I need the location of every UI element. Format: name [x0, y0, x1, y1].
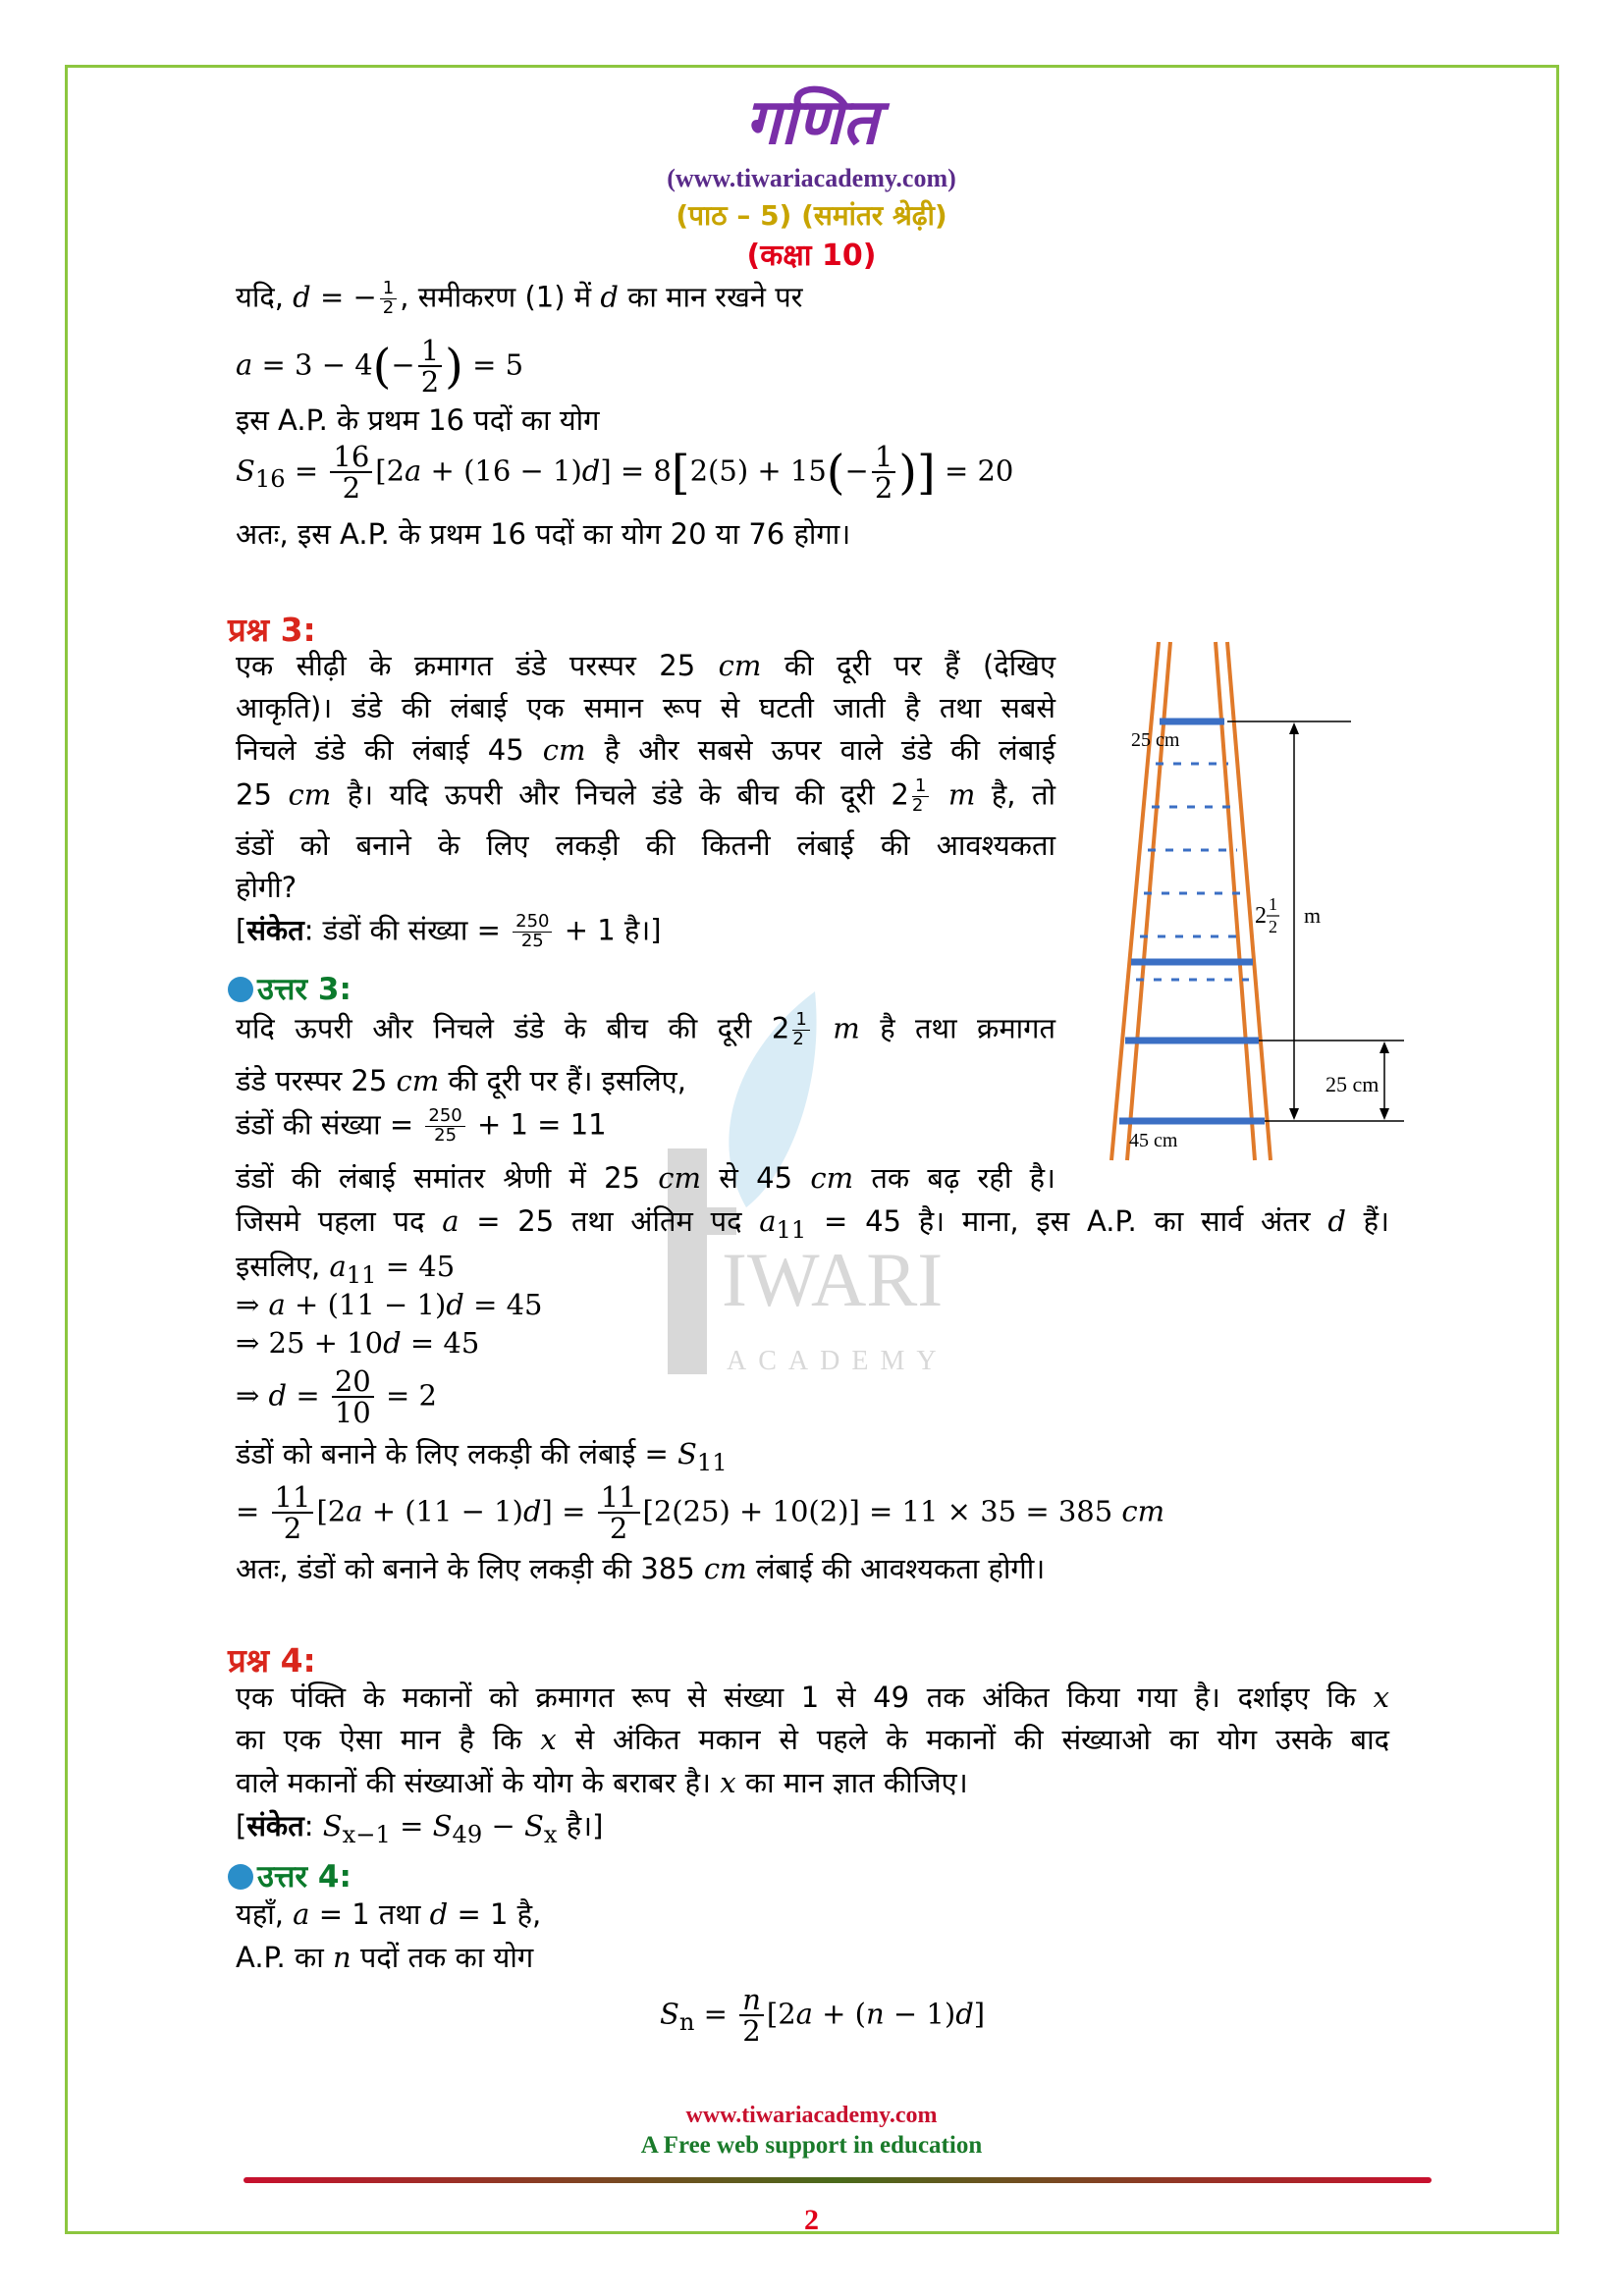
top-line-3: इस A.P. के प्रथम 16 पदों का योग	[236, 403, 600, 437]
a4-line-2: A.P. का n पदों तक का योग	[236, 1941, 534, 1974]
q3-line-4: 25 cm है। यदि ऊपरी और निचले डंडे के बीच की दूरी 2 $\frac{1}{2}$ m है, तो	[236, 775, 1056, 816]
svg-text:1: 1	[1269, 894, 1277, 914]
a3-line-3: डंडों की संख्या = $\frac{250}{25}$ + 1 = 11	[236, 1105, 607, 1146]
a3-line-9: ⇒ d = $\frac{20}{10}$ = 2	[236, 1364, 437, 1430]
class-label: (कक्षा 10)	[746, 239, 877, 273]
top-line-1: यदि, d = − $\frac{1}{2}$ , समीकरण (1) में d का मान रखने पर	[236, 278, 803, 318]
answer-3-label: उत्तर 3:	[228, 968, 352, 1009]
footer-site-link[interactable]: www.tiwariacademy.com	[685, 2103, 938, 2128]
q4-line-1: एक पंक्ति के मकानों को क्रमागत रूप से संख्या 1 से 49 तक अंकित किया गया है। दर्शाइए कि x	[236, 1681, 1390, 1714]
figure-gap-label: 25 cm	[1325, 1072, 1380, 1096]
top-line-5: अतः, इस A.P. के प्रथम 16 पदों का योग 20 या 76 होगा।	[236, 517, 851, 551]
chapter-title: (पाठ – 5) (समांतर श्रेढ़ी)	[676, 199, 947, 232]
q4-line-3: वाले मकानों की संख्याओं के योग के बराबर है। x का मान ज्ञात कीजिए।	[236, 1766, 968, 1799]
a3-line-8: ⇒ 25 + 10d = 45	[236, 1326, 480, 1360]
answer-icon	[228, 1864, 253, 1890]
q4-hint: [संकेत: $S_{x-1} = S_{49} - S_x$ है।]	[236, 1809, 604, 1848]
a3-line-2: डंडे परस्पर 25 cm की दूरी पर हैं। इसलिए,	[236, 1064, 686, 1097]
a3-line-10: डंडों को बनाने के लिए लकड़ी की लंबाई = $S_{11}$	[236, 1437, 728, 1476]
q3-line-3: निचले डंडे की लंबाई 45 cm है और सबसे ऊपर वाले डंडे की लंबाई	[236, 733, 1056, 767]
figure-bottom-label: 45 cm	[1129, 1130, 1178, 1151]
a3-line-12: अतः, डंडों को बनाने के लिए लकड़ी की 385 cm लंबाई की आवश्यकता होगी।	[236, 1552, 1046, 1585]
top-line-2: a = 3 − 4(− $\frac{1}{2}$ ) = 5	[236, 334, 524, 400]
a3-line-7: ⇒ a + (11 − 1)d = 45	[236, 1288, 543, 1321]
question-4-label: प्रश्न 4:	[228, 1641, 316, 1680]
top-line-4: $S_{16}$ = $\frac{16}{2}$ [2a + (16 − 1)d] = 8[2(5) + 15(− $\frac{1}{2}$ )] = 20	[236, 440, 1014, 506]
a3-line-11: = $\frac{11}{2}$ [2a + (11 − 1)d] = $\frac{11}{2}$ [2(25) + 10(2)] = 11 × 35 = 385 cm	[236, 1480, 1165, 1546]
q3-line-5: डंडों को बनाने के लिए लकड़ी की कितनी लंबाई की आवश्यकता	[236, 828, 1055, 862]
figure-top-label: 25 cm	[1131, 729, 1180, 751]
svg-text:IWARI: IWARI	[722, 1237, 944, 1322]
a4-line-1: यहाँ, a = 1 तथा d = 1 है,	[236, 1897, 542, 1931]
svg-text:2: 2	[1269, 917, 1277, 936]
a3-line-1: यदि ऊपरी और निचले डंडे के बीच की दूरी 2 $\frac{1}{2}$ m है तथा क्रमागत	[236, 1009, 1056, 1049]
q4-line-2: का एक ऐसा मान है कि x से अंकित मकान से पहले के मकानों की संख्याओ का योग उसके बाद	[236, 1723, 1390, 1756]
footer-divider	[243, 2177, 1432, 2183]
subject-title: गणित	[744, 86, 879, 159]
answer-4-label: उत्तर 4:	[228, 1855, 352, 1896]
a3-line-4: डंडों की लंबाई समांतर श्रेणी में 25 cm से 45 cm तक बढ़ रही है।	[236, 1161, 1055, 1195]
header-site-link[interactable]: (www.tiwariacademy.com)	[667, 164, 956, 192]
a4-formula: $S_n$ = $\frac{n}{2}$ [2a + (n − 1)d]	[660, 1983, 986, 2049]
ladder-figure	[1080, 638, 1434, 1168]
q3-line-1: एक सीढ़ी के क्रमागत डंडे परस्पर 25 cm की दूरी पर हैं (देखिए	[236, 649, 1055, 682]
svg-text:2: 2	[1255, 903, 1267, 929]
q3-line-2: आकृति)। डंडे की लंबाई एक समान रूप से घटती जाती है तथा सबसे	[236, 691, 1055, 724]
a3-line-6: इसलिए, $a_{11} = 45$	[236, 1250, 456, 1289]
q3-line-6: होगी?	[236, 871, 298, 904]
footer-tagline: A Free web support in education	[640, 2132, 983, 2159]
question-3-label: प्रश्न 3:	[228, 611, 316, 649]
q3-hint: [संकेत: डंडों की संख्या = $\frac{250}{25}$ + 1 है।]	[236, 911, 662, 951]
a3-line-5: जिसमे पहला पद a = 25 तथा अंतिम पद $a_{11} = 45$ है। माना, इस A.P. का सार्व अंतर d हैं।	[236, 1204, 1390, 1244]
svg-text:ACADEMY: ACADEMY	[727, 1346, 948, 1376]
figure-mid-label: m	[1304, 903, 1322, 928]
page-number: 2	[804, 2204, 819, 2236]
answer-icon	[228, 977, 253, 1002]
